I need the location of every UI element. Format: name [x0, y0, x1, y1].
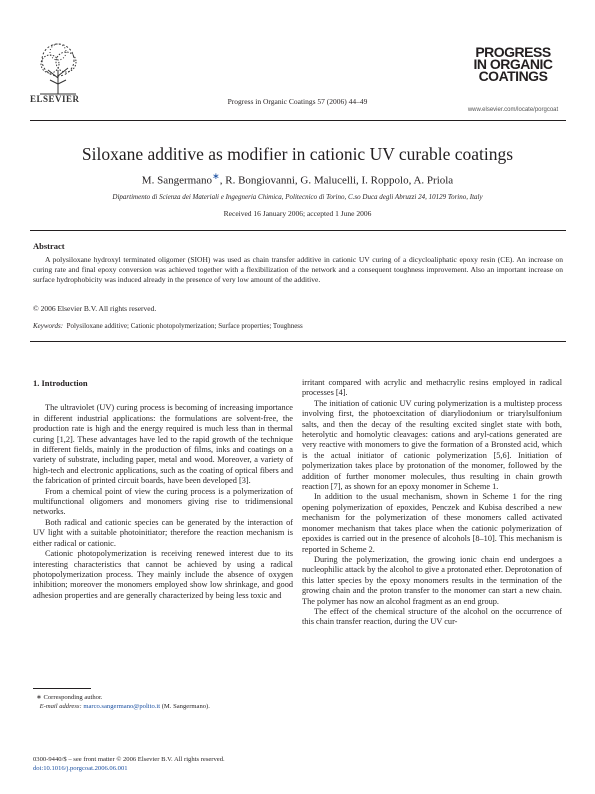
email-label: E-mail address:: [39, 703, 82, 710]
footnote-mark[interactable]: ∗: [212, 171, 220, 181]
body-right-column: [302, 378, 562, 628]
footnote: [33, 693, 293, 711]
header-divider: [30, 120, 566, 121]
journal-logo: [466, 46, 560, 82]
keywords-list: Polysiloxane additive; Cationic photopolymerization; Surface properties; Toughness: [66, 322, 303, 330]
footnote-mark: ∗: [36, 694, 42, 701]
paragraph: The ultraviolet (UV) curing process is becoming of increasing importance in different industrial applications: the formulations are solvent-free, the production rate is high and the energy required is much less than in thermal curing [1,2]. These advantages have led to the rapid growth of the technique in different fields, mainly in the production of films, inks and coatings on a variety of substrate, including paper, metal and wood. Moreover, a variety of high-tech and electronic applications, such as the coating of optical fibers and the fabrication of printed circuit boards, have been developed [3].: [33, 403, 293, 486]
footnote-label: Corresponding author.: [43, 694, 103, 701]
paragraph: The effect of the chemical structure of the alcohol on the occurrence of this chain transfer reaction, during the UV cur-: [302, 606, 562, 627]
footnote-divider: [33, 688, 91, 689]
journal-logo-line: COATINGS: [478, 68, 548, 84]
keywords: [33, 322, 303, 330]
section-heading: 1. Introduction: [33, 378, 88, 388]
keywords-label: Keywords:: [33, 322, 64, 330]
paragraph: During the polymerization, the growing ionic chain end undergoes a nucleophilic attack by the alcohol to give a protonated ether. Deprotonation of this latter species by the epoxy monomers results in the termination of the growing chain and the proton transfer to the monomer can start a new chain. The polymer has now an alcohol fragment as an end group.: [302, 554, 562, 606]
paragraph: From a chemical point of view the curing process is a polymerization of multifunctional oligomers and monomers giving rise to tridimensional networks.: [33, 486, 293, 517]
abstract-copyright: © 2006 Elsevier B.V. All rights reserved.: [33, 304, 157, 313]
paragraph: The initiation of cationic UV curing polymerization is a multistep process involving first, the photoexcitation of diaryliodonium or triarylsulfonium salts, and then the decay of the resulting excited singlet state with both, heterolytic and homolytic cleavages: cations and aryl-cations generated are very reactive with monomers to give the formation of a Bronsted acid, which is the actual initiator of cationic polymerization [5,6]. Initiation of polymerization takes place by protonation of the monomer, followed by the addition of further monomer molecules, thus resulting in chain growth reaction [7], as shown for an epoxy monomer in Scheme 1.: [302, 398, 562, 492]
body-left-column: [33, 378, 293, 601]
abstract-top-divider: [30, 230, 566, 231]
journal-citation: Progress in Organic Coatings 57 (2006) 44–49: [227, 97, 368, 106]
paragraph: irritant compared with acrylic and methacrylic resins employed in radical processes [4].: [302, 378, 562, 398]
author-list: [0, 171, 595, 187]
received-dates: Received 16 January 2006; accepted 1 June 2006: [223, 209, 372, 218]
journal-logo-line: IN ORGANIC: [473, 56, 553, 72]
paragraph: Cationic photopolymerization is receiving renewed interest due to its interesting characteristics that cannot be achieved by using a radical photopolymerization process. They mainly include the absence of oxygen inhibition; moreover the monomers employed show low shrinkage, and good adhesion properties and are generally characterized by being less toxic and: [33, 549, 293, 600]
affiliation: Dipartimento di Scienza dei Materiali e Ingegneria Chimica, Politecnico di Torino, C.so Duca degli Abruzzi 24, 10129 Torino, Italy: [112, 193, 483, 201]
email-suffix: (M. Sangermano).: [161, 703, 210, 710]
elsevier-tree-logo: [30, 40, 86, 100]
publisher-name: ELSEVIER: [30, 94, 80, 104]
journal-logo-line: PROGRESS: [475, 44, 551, 60]
abstract-heading: Abstract: [33, 241, 65, 251]
abstract-bottom-divider: [30, 341, 566, 342]
email-link[interactable]: marco.sangermano@polito.it: [83, 703, 161, 710]
abstract-body: A polysiloxane hydroxyl terminated oligomer (SIOH) was used as chain transfer additive in cationic UV curing of a dicycloaliphatic epoxy resin (CE). An increase on curing rate and final epoxy conversion was achieved together with a flexibilization of the network and a consequent toughness improvement. Also an important increase on surface hydrophobicity was induced already in the presence of very low amount of the additive.: [33, 255, 563, 284]
co-authors: , R. Bongiovanni, G. Malucelli, I. Roppolo, A. Priola: [219, 174, 454, 187]
issn-line: 0300-9440/$ – see front matter © 2006 Elsevier B.V. All rights reserved.: [33, 756, 225, 763]
page-footer: [33, 755, 225, 773]
paragraph: In addition to the usual mechanism, shown in Scheme 1 for the ring opening polymerization of epoxides, Penczek and Kubisa described a new mechanism for the polymerization of these monomers called activated monomer mechanism that takes place when the cationic polymerization of epoxides is carried out in the presence of alcohols [8–10]. This mechanism is reported in Scheme 2.: [302, 492, 562, 554]
paragraph: Both radical and cationic species can be generated by the interaction of UV light with a suitable photoinitiator; therefore the reaction mechanism is either radical or cationic.: [33, 517, 293, 548]
doi-link[interactable]: doi:10.1016/j.porgcoat.2006.06.001: [33, 765, 128, 772]
corresponding-author: M. Sangermano: [141, 174, 213, 187]
journal-url[interactable]: www.elsevier.com/locate/porgcoat: [467, 107, 559, 113]
article-title: Siloxane additive as modifier in cationic UV curable coatings: [81, 144, 514, 164]
